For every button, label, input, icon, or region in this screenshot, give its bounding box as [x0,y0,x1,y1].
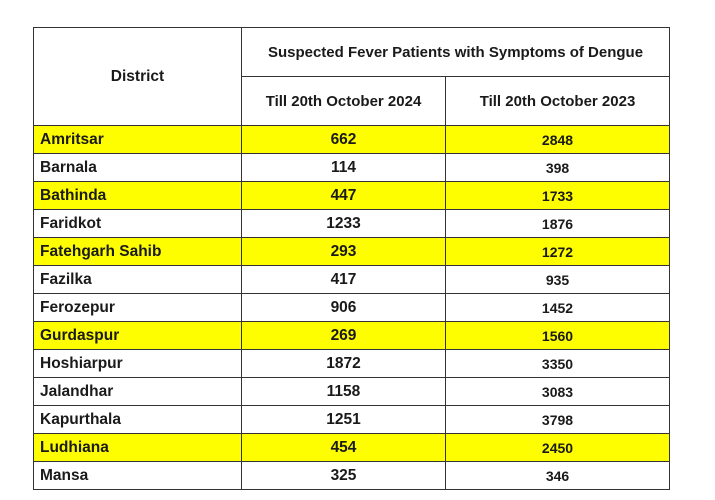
value-2024-cell: 269 [242,322,446,350]
value-2024-cell: 325 [242,462,446,490]
value-2024-cell: 417 [242,266,446,294]
district-cell: Bathinda [34,182,242,210]
table-body [34,126,670,490]
value-2023-cell: 1452 [446,294,670,322]
value-2023-cell: 1876 [446,210,670,238]
district-cell: Fazilka [34,266,242,294]
value-2024-cell: 454 [242,434,446,462]
value-2023-cell: 3350 [446,350,670,378]
table-row [34,462,670,490]
table-row [34,406,670,434]
table-row [34,182,670,210]
value-2023-cell: 3798 [446,406,670,434]
table-row [34,350,670,378]
district-cell: Mansa [34,462,242,490]
district-cell: Amritsar [34,126,242,154]
table-row [34,238,670,266]
district-cell: Hoshiarpur [34,350,242,378]
district-column-header: District [34,28,242,126]
value-2023-cell: 1733 [446,182,670,210]
table-row [34,210,670,238]
column-header-2024: Till 20th October 2024 [242,77,446,126]
value-2023-cell: 935 [446,266,670,294]
table-row [34,434,670,462]
value-2023-cell: 346 [446,462,670,490]
table-row [34,266,670,294]
value-2024-cell: 1251 [242,406,446,434]
district-cell: Fatehgarh Sahib [34,238,242,266]
group-column-header: Suspected Fever Patients with Symptoms of Dengue [242,28,670,77]
value-2024-cell: 1872 [242,350,446,378]
table-row [34,378,670,406]
district-cell: Kapurthala [34,406,242,434]
value-2024-cell: 114 [242,154,446,182]
value-2024-cell: 662 [242,126,446,154]
district-cell: Barnala [34,154,242,182]
value-2023-cell: 2450 [446,434,670,462]
table-row [34,322,670,350]
value-2023-cell: 1272 [446,238,670,266]
table-header [34,28,670,126]
dengue-table [33,27,670,490]
column-header-2023: Till 20th October 2023 [446,77,670,126]
district-cell: Faridkot [34,210,242,238]
district-cell: Gurdaspur [34,322,242,350]
table-row [34,294,670,322]
value-2024-cell: 906 [242,294,446,322]
district-cell: Ferozepur [34,294,242,322]
value-2023-cell: 1560 [446,322,670,350]
value-2024-cell: 447 [242,182,446,210]
table-row [34,154,670,182]
district-cell: Jalandhar [34,378,242,406]
value-2024-cell: 1233 [242,210,446,238]
value-2023-cell: 2848 [446,126,670,154]
value-2023-cell: 3083 [446,378,670,406]
value-2024-cell: 1158 [242,378,446,406]
value-2023-cell: 398 [446,154,670,182]
table-row [34,126,670,154]
value-2024-cell: 293 [242,238,446,266]
district-cell: Ludhiana [34,434,242,462]
